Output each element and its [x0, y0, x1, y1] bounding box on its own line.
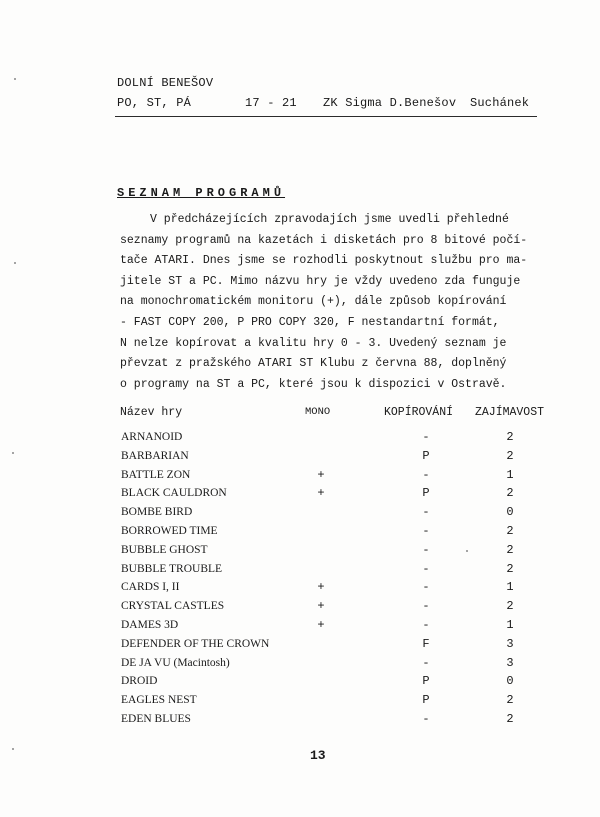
game-name: BARBARIAN	[121, 449, 189, 462]
scan-speck	[12, 748, 14, 750]
game-name: BORROWED TIME	[121, 524, 218, 537]
rating-value: 0	[506, 505, 514, 520]
copy-method: P	[422, 674, 430, 689]
game-name: DAMES 3D	[121, 618, 179, 631]
table-row	[0, 428, 600, 447]
intro-line: seznamy programů na kazetách i disketách pro 8 bitové počí-	[120, 233, 528, 247]
copy-method: -	[422, 580, 430, 595]
mono-mark: +	[317, 580, 325, 595]
header-organization: ZK Sigma D.Benešov	[323, 96, 457, 110]
game-name: BLACK CAULDRON	[121, 487, 227, 500]
column-header-name: Název hry	[120, 406, 183, 419]
rating-value: 3	[506, 655, 514, 670]
mono-mark: +	[317, 486, 325, 501]
table-row	[0, 691, 600, 710]
copy-method: P	[422, 448, 430, 463]
table-row	[0, 672, 600, 691]
copy-method: -	[422, 542, 430, 557]
game-name: DE JA VU (Macintosh)	[121, 656, 230, 669]
intro-line: N nelze kopírovat a kvalitu hry 0 - 3. Uvedený seznam je	[120, 336, 507, 350]
rating-value: 2	[506, 486, 514, 501]
mono-mark: +	[317, 617, 325, 632]
rating-value: 2	[506, 448, 514, 463]
game-name: BUBBLE GHOST	[121, 543, 208, 556]
rating-value: 2	[506, 430, 514, 444]
mono-mark: +	[317, 599, 325, 614]
copy-method: -	[422, 561, 430, 576]
header-divider	[115, 116, 537, 117]
column-header-mono: MONO	[305, 406, 331, 418]
scan-speck	[14, 78, 16, 80]
rating-value: 2	[506, 693, 514, 708]
column-header-copy: KOPÍROVÁNÍ	[384, 406, 454, 419]
table-row	[0, 484, 600, 503]
rating-value: 2	[506, 711, 514, 726]
copy-method: -	[422, 505, 430, 520]
intro-line: - FAST COPY 200, P PRO COPY 320, F nestandartní formát,	[120, 315, 500, 329]
table-row	[0, 616, 600, 635]
table-row	[0, 541, 600, 560]
table-row	[0, 560, 600, 579]
table-row	[0, 597, 600, 616]
copy-method: P	[422, 693, 430, 708]
game-name: DROID	[121, 675, 158, 688]
rating-value: 1	[506, 617, 514, 632]
intro-line: na monochromatickém monitoru (+), dále způsob kopírování	[120, 295, 507, 309]
rating-value: 2	[506, 542, 514, 557]
copy-method: -	[422, 711, 430, 726]
copy-method: -	[422, 523, 430, 538]
rating-value: 1	[506, 580, 514, 595]
header-place: DOLNÍ BENEŠOV	[117, 76, 214, 90]
table-row	[0, 503, 600, 522]
mono-mark: +	[317, 467, 325, 482]
header-range: 17 - 21	[245, 96, 297, 110]
intro-line: jitele ST a PC. Mimo názvu hry je vždy uvedeno zda funguje	[120, 274, 521, 288]
rating-value: 2	[506, 561, 514, 576]
rating-value: 2	[506, 599, 514, 614]
copy-method: -	[422, 655, 430, 670]
copy-method: -	[422, 467, 430, 482]
copy-method: -	[422, 430, 430, 444]
table-row	[0, 635, 600, 654]
game-name: EAGLES NEST	[121, 694, 197, 707]
header-days: PO, ST, PÁ	[117, 96, 192, 110]
game-name: CARDS I, II	[121, 581, 180, 594]
copy-method: F	[422, 636, 430, 651]
page-number: 13	[310, 748, 326, 763]
game-name: BUBBLE TROUBLE	[121, 562, 223, 575]
rating-value: 0	[506, 674, 514, 689]
game-name: DEFENDER OF THE CROWN	[121, 637, 270, 650]
games-table	[0, 428, 600, 729]
rating-value: 1	[506, 467, 514, 482]
table-row	[0, 710, 600, 729]
header-person: Suchánek	[470, 96, 530, 110]
intro-line: V předcházejících zpravodajích jsme uvedli přehledné	[150, 213, 509, 226]
intro-line: převzat z pražského ATARI ST Klubu z června 88, doplněný	[120, 357, 507, 371]
game-name: BOMBE BIRD	[121, 506, 193, 519]
intro-line: o programy na ST a PC, které jsou k dispozici v Ostravě.	[120, 377, 507, 391]
table-row	[0, 466, 600, 485]
column-header-rating: ZAJÍMAVOST	[475, 406, 545, 419]
copy-method: -	[422, 599, 430, 614]
table-row	[0, 578, 600, 597]
section-title: SEZNAM PROGRAMŮ	[117, 186, 286, 200]
table-row	[0, 654, 600, 673]
scan-speck	[14, 262, 16, 264]
game-name: CRYSTAL CASTLES	[121, 600, 225, 613]
rating-value: 2	[506, 523, 514, 538]
copy-method: P	[422, 486, 430, 501]
copy-method: -	[422, 617, 430, 632]
intro-line: tače ATARI. Dnes jsme se rozhodli poskytnout službu pro ma-	[120, 254, 528, 268]
game-name: BATTLE ZON	[121, 468, 191, 481]
table-row	[0, 447, 600, 466]
intro-paragraph	[120, 210, 550, 395]
game-name: EDEN BLUES	[121, 712, 191, 725]
rating-value: 3	[506, 636, 514, 651]
game-name: ARNANOID	[121, 431, 183, 443]
table-row	[0, 522, 600, 541]
